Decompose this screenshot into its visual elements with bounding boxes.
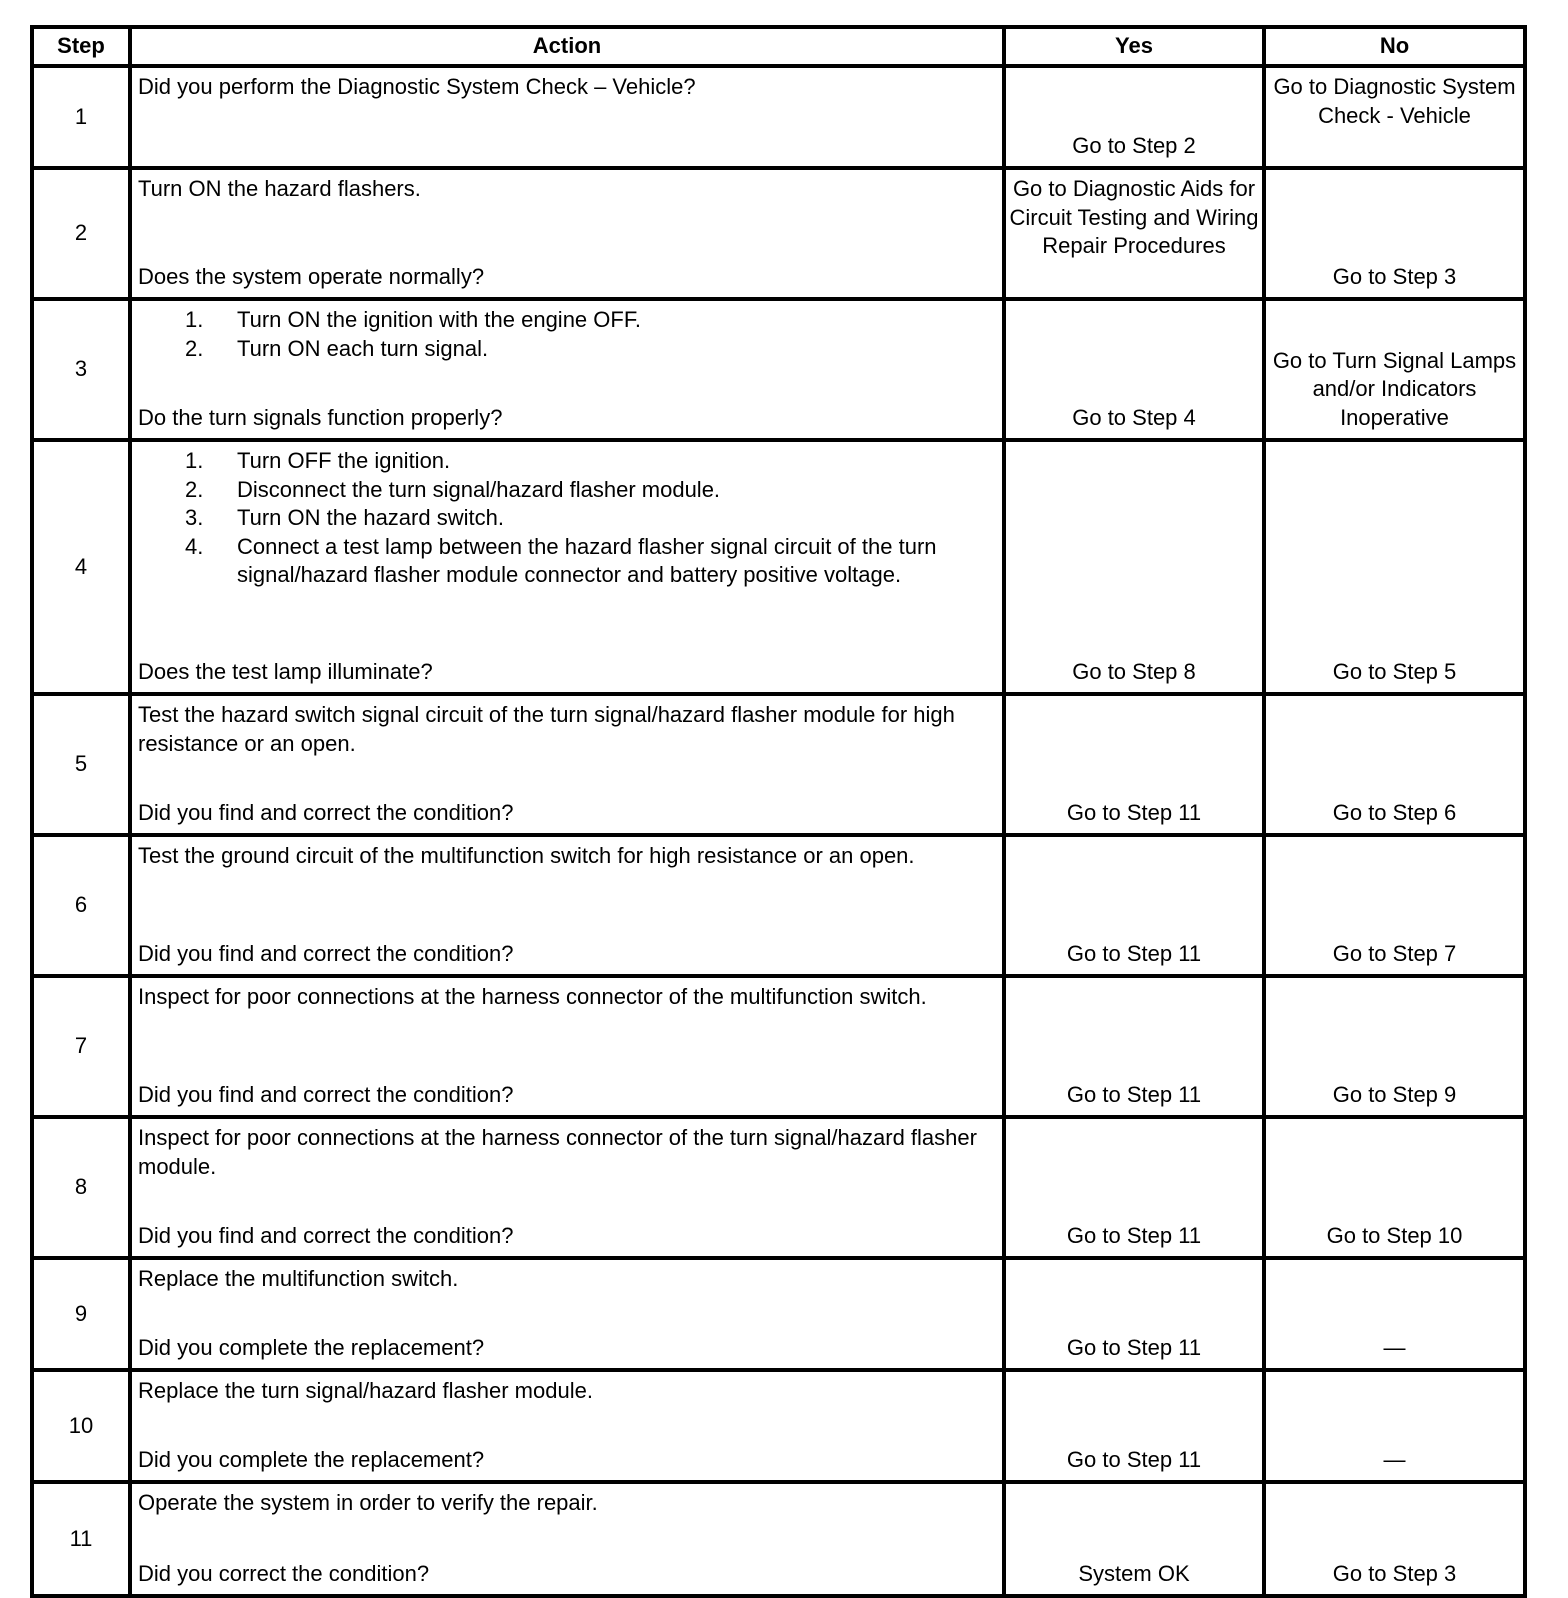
yes-result: Go to Step 11 bbox=[1004, 694, 1264, 835]
action-question: Did you complete the replacement? bbox=[138, 1446, 485, 1472]
action-question: Did you complete the replacement? bbox=[138, 1334, 485, 1360]
yes-result: Go to Step 11 bbox=[1004, 835, 1264, 976]
table-row bbox=[32, 440, 1525, 694]
action-cell bbox=[130, 694, 1004, 835]
action-text: Inspect for poor connections at the harness connector of the turn signal/hazard flasher module. bbox=[138, 1125, 977, 1179]
action-text: Turn ON the hazard flashers. bbox=[138, 176, 421, 201]
table-row bbox=[32, 976, 1525, 1117]
list-item bbox=[185, 447, 997, 476]
no-result: Go to Step 9 bbox=[1264, 976, 1525, 1117]
no-result: Go to Step 6 bbox=[1264, 694, 1525, 835]
no-result: Go to Step 3 bbox=[1264, 168, 1525, 299]
list-item bbox=[185, 306, 997, 335]
no-result: — bbox=[1264, 1370, 1525, 1482]
no-result: Go to Step 10 bbox=[1264, 1117, 1525, 1258]
action-question: Did you find and correct the condition? bbox=[138, 940, 514, 966]
action-question: Did you find and correct the condition? bbox=[138, 799, 514, 825]
yes-result: Go to Step 2 bbox=[1004, 66, 1264, 168]
diagnostic-table bbox=[30, 25, 1527, 1598]
table-row bbox=[32, 1117, 1525, 1258]
yes-result: System OK bbox=[1004, 1482, 1264, 1596]
step-number: 9 bbox=[32, 1258, 130, 1370]
header-row bbox=[32, 27, 1525, 66]
list-item bbox=[185, 335, 997, 364]
list-item-text: Turn ON each turn signal. bbox=[237, 335, 489, 361]
yes-result: Go to Step 11 bbox=[1004, 1258, 1264, 1370]
table-row bbox=[32, 66, 1525, 168]
no-result: Go to Step 3 bbox=[1264, 1482, 1525, 1596]
action-cell bbox=[130, 299, 1004, 440]
action-question: Did you correct the condition? bbox=[138, 1560, 430, 1586]
list-item-number: 2. bbox=[185, 476, 204, 502]
action-question: Does the test lamp illuminate? bbox=[138, 658, 433, 684]
step-number: 7 bbox=[32, 976, 130, 1117]
action-question: Does the system operate normally? bbox=[138, 263, 485, 289]
header-action: Action bbox=[130, 27, 1004, 66]
list-item-number: 2. bbox=[185, 335, 204, 361]
step-number: 6 bbox=[32, 835, 130, 976]
yes-result: Go to Step 11 bbox=[1004, 976, 1264, 1117]
header-no: No bbox=[1264, 27, 1525, 66]
table-row bbox=[32, 1482, 1525, 1596]
step-number: 1 bbox=[32, 66, 130, 168]
action-cell bbox=[130, 168, 1004, 299]
step-number: 10 bbox=[32, 1370, 130, 1482]
step-number: 5 bbox=[32, 694, 130, 835]
yes-result: Go to Diagnostic Aids for Circuit Testing and Wiring Repair Procedures bbox=[1004, 168, 1264, 299]
list-item-text: Connect a test lamp between the hazard flasher signal circuit of the turn signal/hazard flasher module connector and battery positive voltage. bbox=[237, 533, 937, 587]
action-cell bbox=[130, 1258, 1004, 1370]
action-cell bbox=[130, 440, 1004, 694]
no-result: — bbox=[1264, 1258, 1525, 1370]
step-number: 4 bbox=[32, 440, 130, 694]
list-item-number: 1. bbox=[185, 307, 204, 332]
action-question: Do the turn signals function properly? bbox=[138, 404, 503, 430]
action-cell bbox=[130, 1482, 1004, 1596]
table-row bbox=[32, 299, 1525, 440]
action-text: Did you perform the Diagnostic System Check – Vehicle? bbox=[138, 74, 696, 99]
action-cell bbox=[130, 66, 1004, 168]
no-result: Go to Step 5 bbox=[1264, 440, 1525, 694]
header-yes: Yes bbox=[1004, 27, 1264, 66]
yes-result: Go to Step 11 bbox=[1004, 1370, 1264, 1482]
action-text: Replace the turn signal/hazard flasher module. bbox=[138, 1378, 593, 1403]
action-cell bbox=[130, 1370, 1004, 1482]
action-question: Did you find and correct the condition? bbox=[138, 1222, 514, 1248]
step-number: 8 bbox=[32, 1117, 130, 1258]
action-text: Inspect for poor connections at the harness connector of the multifunction switch. bbox=[138, 984, 927, 1009]
no-result: Go to Turn Signal Lamps and/or Indicators Inoperative bbox=[1264, 299, 1525, 440]
action-text: Replace the multifunction switch. bbox=[138, 1266, 459, 1291]
list-item-number: 4. bbox=[185, 533, 204, 559]
list-item-text: Turn OFF the ignition. bbox=[237, 448, 451, 473]
action-cell bbox=[130, 1117, 1004, 1258]
no-result: Go to Diagnostic System Check - Vehicle bbox=[1264, 66, 1525, 168]
list-item-text: Disconnect the turn signal/hazard flasher module. bbox=[237, 476, 721, 502]
list-item bbox=[185, 533, 997, 590]
action-question: Did you find and correct the condition? bbox=[138, 1081, 514, 1107]
header-step: Step bbox=[32, 27, 130, 66]
table-row bbox=[32, 1370, 1525, 1482]
table-row bbox=[32, 694, 1525, 835]
step-number: 11 bbox=[32, 1482, 130, 1596]
yes-result: Go to Step 11 bbox=[1004, 1117, 1264, 1258]
step-number: 2 bbox=[32, 168, 130, 299]
table-row bbox=[32, 1258, 1525, 1370]
list-item-text: Turn ON the hazard switch. bbox=[237, 505, 504, 530]
action-text: Test the hazard switch signal circuit of the turn signal/hazard flasher module for high resistance or an open. bbox=[138, 702, 955, 756]
no-result: Go to Step 7 bbox=[1264, 835, 1525, 976]
list-item-text: Turn ON the ignition with the engine OFF. bbox=[237, 307, 641, 332]
yes-result: Go to Step 4 bbox=[1004, 299, 1264, 440]
action-step-list bbox=[138, 447, 997, 590]
action-text: Operate the system in order to verify the repair. bbox=[138, 1490, 598, 1515]
action-cell bbox=[130, 835, 1004, 976]
list-item bbox=[185, 476, 997, 505]
action-cell bbox=[130, 976, 1004, 1117]
list-item-number: 1. bbox=[185, 448, 204, 473]
action-step-list bbox=[138, 306, 997, 363]
table-body bbox=[32, 66, 1525, 1596]
list-item bbox=[185, 504, 997, 533]
table-row bbox=[32, 168, 1525, 299]
list-item-number: 3. bbox=[185, 505, 204, 530]
step-number: 3 bbox=[32, 299, 130, 440]
action-text: Test the ground circuit of the multifunction switch for high resistance or an open. bbox=[138, 843, 915, 868]
table-row bbox=[32, 835, 1525, 976]
yes-result: Go to Step 8 bbox=[1004, 440, 1264, 694]
